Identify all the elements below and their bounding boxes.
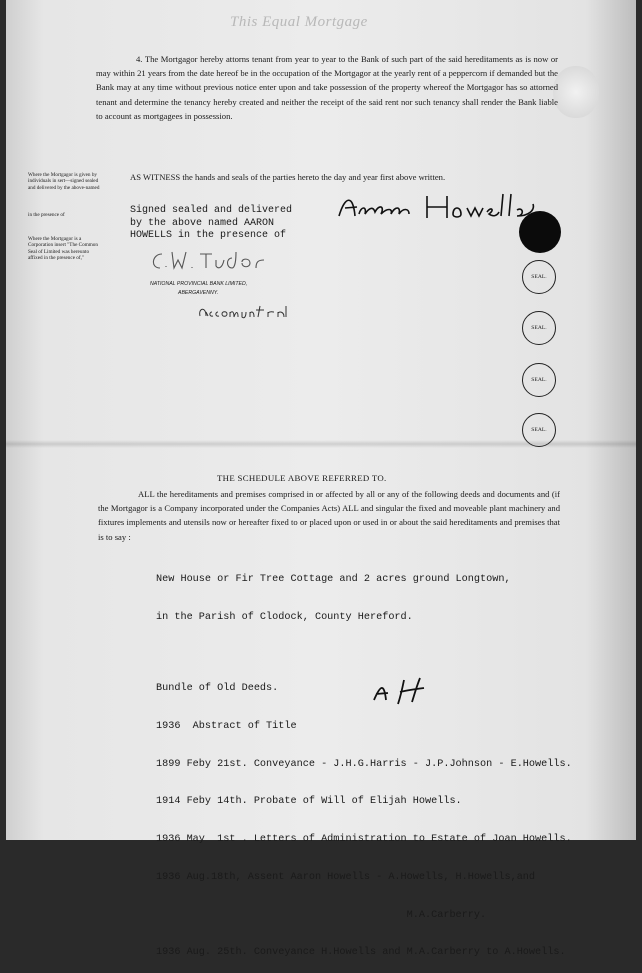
bank-stamp-line: ABERGAVENNY. bbox=[178, 290, 219, 296]
wax-seal bbox=[519, 211, 561, 253]
clause-4: 4. The Mortgagor hereby attorns tenant from year to year to the Bank of such part of the said hereditaments as is now or may within 21 years from the date hereof be in the occupation of the Mortgagor at the yearly rent of a peppercorn if demanded but the Bank may at any time without previous notice enter upon and take possession of the property whereof the Mortgagor has so attorned tenant and determine the tenancy hereby created and neither the receipt of the said rent nor such tenancy shall render the Bank liable to account as mortgagees in possession. bbox=[96, 54, 558, 121]
witness-clause: AS WITNESS the hands and seals of the parties hereto the day and year first above written. bbox=[130, 172, 446, 182]
seal-circle: SEAL. bbox=[522, 260, 556, 294]
deed-line: 1936 May 1st . Letters of Administration to Estate of Joan Howells. bbox=[156, 834, 572, 846]
seal-circle: SEAL. bbox=[522, 311, 556, 345]
signature-tudor bbox=[148, 248, 268, 272]
signature-accountant bbox=[196, 300, 292, 320]
show-through-heading: This Equal Mortgage bbox=[230, 14, 368, 30]
signed-line: Signed sealed and delivered bbox=[130, 205, 293, 216]
seal-circle: SEAL. bbox=[522, 363, 556, 397]
deed-line: M.A.Carberry. bbox=[156, 909, 487, 921]
bank-stamp-line: NATIONAL PROVINCIAL BANK LIMITED, bbox=[150, 281, 248, 287]
deed-line: 1914 Feby 14th. Probate of Will of Elijah Howells. bbox=[156, 796, 462, 808]
signed-block bbox=[130, 205, 330, 243]
deed-line: 1936 Aug. 25th. Conveyance H.Howells and M.A.Carberry to A.Howells. bbox=[156, 947, 566, 959]
embossed-stamp bbox=[553, 66, 599, 118]
property-line: in the Parish of Clodock, County Hereford. bbox=[156, 611, 413, 623]
schedule-title: THE SCHEDULE ABOVE REFERRED TO. bbox=[217, 473, 387, 483]
signed-line: by the above named AARON bbox=[130, 217, 275, 229]
property-line: New House or Fir Tree Cottage and 2 acres ground Longtown, bbox=[156, 574, 511, 586]
margin-note-corporation: Where the Mortgagor is a Corporation insert "The Common Seal of Limited was hereunto affixed in the presence of," bbox=[28, 236, 98, 261]
signed-line: HOWELLS in the presence of bbox=[130, 230, 287, 241]
deed-line: 1936 Abstract of Title bbox=[156, 720, 297, 732]
seal-circle: SEAL. bbox=[522, 413, 556, 447]
deed-line: 1936 Aug.18th, Assent Aaron Howells - A.Howells, H.Howells,and bbox=[156, 871, 536, 883]
deed-line: 1899 Feby 21st. Conveyance - J.H.G.Harris - J.P.Johnson - E.Howells. bbox=[156, 758, 572, 770]
bank-stamp bbox=[150, 280, 247, 298]
margin-note-presence: in the presence of bbox=[28, 212, 65, 218]
margin-note-individual: Where the Mortgagor is given by individuals in sert—signed sealed and delivered by the above-named bbox=[28, 172, 100, 191]
initials-signature bbox=[370, 676, 434, 706]
schedule-body: ALL the hereditaments and premises comprised in or affected by all or any of the following deeds and documents and (if the Mortgagor is a Company incorporated under the Companies Acts) ALL and singular the fixed and moveable plant machinery and fixtures implements and utensils now or hereafter fixed to or placed upon or used in or about the said hereditaments and premises that is to say : bbox=[98, 489, 560, 542]
typed-schedule bbox=[156, 549, 572, 973]
deed-line: Bundle of Old Deeds. bbox=[156, 682, 279, 694]
